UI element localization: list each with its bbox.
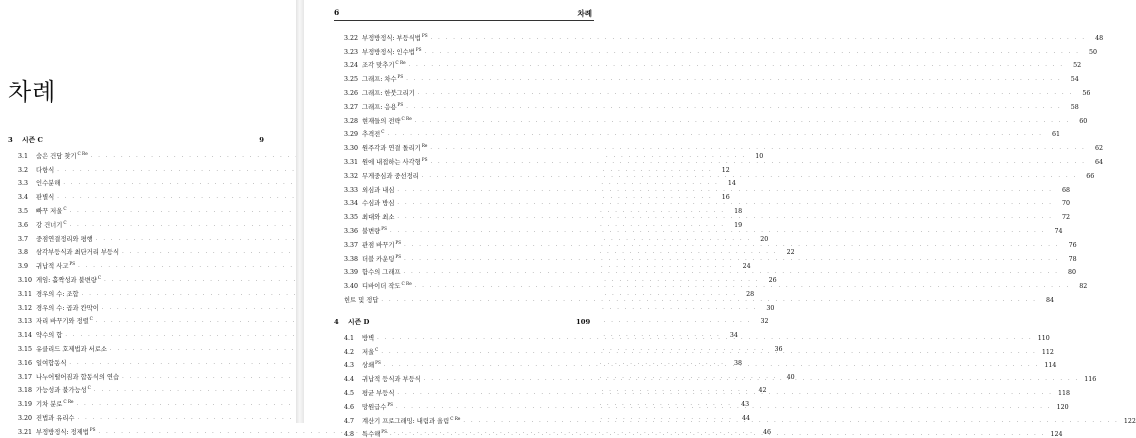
entry-number: 3.26 [344,89,359,97]
entry-marker: PS [397,74,404,80]
entry-page-number: 110 [1037,334,1050,342]
dot-leader [381,297,1037,304]
entry-marker: C Re [401,281,412,287]
dot-leader [377,335,1033,342]
entry-marker: PS [421,156,428,162]
running-header-title: 차례 [577,9,592,18]
entry-title-text: 시즌 D [348,317,370,326]
entry-marker: PS [395,253,402,259]
toc-entry[interactable] [334,56,1082,70]
entry-marker: PS [381,429,387,435]
entry-number: 3.16 [18,359,33,367]
entry-title-text: 더블 카운팅 [362,255,395,263]
entry-page-number: 116 [1084,376,1097,384]
entry-title-text: 관점 바꾸기 [362,241,395,249]
toc-entry[interactable] [334,138,1103,153]
entry-title-text: 원에 내접하는 사각형 [362,158,421,166]
dot-leader [397,214,1053,221]
entry-title-text: 최대와 최소 [362,214,395,222]
entry-page-number: 18 [734,207,743,215]
entry-page-number: 36 [774,345,783,353]
entry-number: 3.33 [344,186,359,194]
entry-marker: C [87,385,91,391]
entry-title [362,33,428,42]
entry-page-number: 58 [1070,103,1079,111]
entry-title-text: 나누어떨어짐과 합동식의 연습 [36,373,120,381]
dot-leader [422,173,1078,180]
entry-title-text: 귀납적 등식과 부등식 [362,376,421,384]
entry-title-text: 외심과 내심 [362,186,395,194]
entry-number: 4.6 [344,403,355,411]
entry-page-number: 9 [259,136,264,144]
entry-marker: PS [395,239,402,245]
entry-number: 3.18 [18,387,33,395]
entry-number: 3.4 [18,194,29,202]
entry-page-number: 64 [1094,158,1103,166]
entry-title-text: 그래프: 한붓그리기 [362,89,415,97]
entry-marker: C Re [401,115,412,121]
entry-title-text: 추격전 [362,131,381,139]
entry-marker: C Re [395,60,406,66]
entry-title [36,289,79,298]
entry-page-number: 12 [721,166,730,174]
toc-entry[interactable] [334,111,1088,125]
entry-title [36,358,66,367]
dot-leader [430,145,1086,152]
toc-entry[interactable] [334,42,1098,56]
entry-title-text: 기차 분로 [36,401,63,409]
entry-marker: PS [381,225,387,231]
dot-leader [424,49,1080,56]
entry-title [362,212,394,221]
entry-title-text: 약수의 합 [36,332,63,340]
entry-number: 3.6 [18,221,29,229]
entry-title-text: 자리 바꾸기와 정렬 [36,318,89,326]
entry-marker: PS [89,426,96,432]
entry-number: 3.3 [18,180,29,188]
entry-page-number: 122 [1123,417,1136,425]
entry-number: 4.4 [344,376,355,384]
entry-title [362,143,427,152]
toc-entry[interactable] [334,125,1061,139]
entry-title [36,316,93,325]
entry-title [362,347,378,356]
dot-leader [387,131,1043,138]
toc-entry[interactable] [334,69,1079,84]
entry-title [36,178,60,187]
entry-title [362,281,412,290]
entry-number: 3.35 [344,214,359,222]
entry-page-number: 120 [1056,403,1069,411]
entry-title [36,165,54,174]
entry-number: 3.1 [18,152,29,160]
entry-title-text: 중점연결정리와 평행 [36,235,93,243]
entry-number: 4 [334,317,339,326]
entry-marker: PS [421,32,428,38]
entry-number: 3.17 [18,373,33,381]
entry-title [362,185,394,194]
entry-marker: C [63,205,67,211]
entry-title [362,267,401,276]
entry-page-number: 56 [1082,89,1091,97]
entry-title [36,151,88,160]
dot-leader [397,390,1053,397]
entry-title-text: 망원급수 [362,403,387,411]
entry-title [36,247,119,256]
entry-page-number: 20 [760,235,769,243]
entry-number: 3.24 [344,62,359,70]
entry-number: 3.21 [18,428,33,436]
entry-title [36,344,107,353]
entry-title [362,198,394,207]
toc-entry[interactable] [334,83,1091,97]
entry-title [348,316,369,326]
entry-page-number: 78 [1068,255,1077,263]
entry-number: 4.2 [344,348,355,356]
entry-title [36,220,67,229]
entry-number: 3.25 [344,76,359,84]
entry-number: 3.20 [18,414,33,422]
entry-marker: C [97,274,102,280]
dot-leader [397,200,1053,207]
entry-title [36,399,74,408]
entry-number: 3.9 [18,263,29,271]
entry-number: 3.32 [344,172,359,180]
entry-title-text: 부정방정식: 인수법 [362,48,415,56]
entry-page-number: 44 [742,414,751,422]
entry-number: 3 [8,136,13,144]
entry-title [362,47,421,56]
entry-page-number: 40 [786,373,795,381]
entry-page-number: 72 [1061,214,1070,222]
entry-number: 3.15 [18,345,33,353]
entry-title [36,385,91,394]
entry-title [362,240,401,249]
entry-number: 3.39 [344,269,359,277]
entry-title [362,416,460,425]
entry-page-number: 61 [1052,131,1061,139]
entry-page-number: 112 [1041,348,1054,356]
dot-leader [431,35,1087,42]
entry-title-text: 진법과 유리수 [36,414,75,422]
entry-title-text: 경우의 수: 조합 [36,290,79,298]
entry-number: 3.34 [344,200,359,208]
entry-number: 4.5 [344,389,355,397]
book-gutter [296,0,304,423]
entry-number: 3.10 [18,276,33,284]
entry-number: 3.31 [344,158,359,166]
entry-title-text: 평균 부등식 [362,389,395,397]
entry-title-text: 조각 맞추기 [362,62,395,70]
dot-leader [418,90,1074,97]
entry-marker: Re [421,143,428,149]
entry-title [22,134,43,144]
entry-title [362,402,393,411]
entry-page-number: 74 [1054,227,1063,235]
entry-title [362,129,384,138]
entry-number: 3.7 [18,235,29,243]
dot-leader [463,418,1119,425]
entry-page-number: 124 [1050,431,1063,438]
toc-entry[interactable] [334,28,1104,42]
entry-marker: C [381,129,385,135]
entry-title-text: 무게중심과 중선정리 [362,172,419,180]
entry-title-text: 부정방정식: 부등식법 [362,34,421,42]
dot-leader [390,428,1046,438]
entry-marker: PS [69,261,76,267]
entry-title-text: 인수분해 [36,180,61,188]
entry-page-number: 26 [768,276,777,284]
entry-title-text: 일여합동식 [36,359,67,367]
entry-page-number: 43 [741,401,750,409]
entry-title [362,74,403,83]
dot-leader [406,76,1062,83]
entry-title-text: 가능성과 불가능성 [36,387,87,395]
entry-number: 3.29 [344,131,359,139]
entry-title-text: 함수의 그래프 [362,269,401,277]
entry-title-text: 경우의 수: 곱과 칸막이 [36,304,99,312]
entry-title-text: 유클리드 호제법과 서로소 [36,345,107,353]
entry-title [362,157,427,166]
entry-title-text: 디바이더 작도 [362,283,401,291]
entry-title [36,192,54,201]
entry-title-text: 귀납적 사고 [36,263,69,271]
entry-number: 4.1 [344,334,355,342]
entry-title-text: 저울 [362,348,375,356]
entry-title-text: 다항식 [36,166,55,174]
entry-page-number: 24 [742,263,751,271]
entry-page-number: 82 [1079,283,1088,291]
entry-page-number: 68 [1061,186,1070,194]
entry-title [36,275,101,284]
entry-title-text: 시즌 C [22,136,43,144]
entry-page-number: 48 [1095,34,1104,42]
entry-number: 3.22 [344,34,359,42]
entry-page-number: 14 [727,180,736,188]
entry-title-text: 빠꾸 저울 [36,207,63,215]
dot-leader [415,118,1071,125]
entry-title-text: 계산기 프로그래밍: 내림과 올림 [362,417,450,425]
entry-title [362,226,387,235]
entry-page-number: 70 [1061,200,1070,208]
entry-page-number: 114 [1044,362,1057,370]
entry-number: 3.8 [18,249,29,257]
entry-page-number: 19 [734,221,743,229]
entry-title-text: 특수해 [362,431,381,438]
entry-page-number: 38 [733,359,742,367]
entry-number: 3.2 [18,166,29,174]
entry-title [362,88,415,97]
entry-title [362,374,421,383]
entry-marker: C [89,316,93,322]
entry-title [362,360,381,369]
dot-leader [424,373,1080,383]
entry-title-text: 원주각과 연결 돌리기 [362,145,421,153]
dot-leader [396,404,1052,411]
entry-marker: PS [387,401,394,407]
entry-title-text: 상쇄 [362,362,375,370]
entry-number: 3.40 [344,283,359,291]
page-number-header: 6 [334,8,340,17]
entry-page-number: 52 [1073,62,1082,70]
toc-chapter-entry[interactable] [8,129,264,144]
entry-page-number: 10 [755,152,764,160]
entry-number: 3.5 [18,207,29,215]
entry-title-text: 삼각부등식과 최단거리 부등식 [36,249,120,257]
entry-number: 3.11 [18,290,33,298]
entry-title [36,372,119,381]
entry-title-text: 그래프: 응용 [362,103,397,111]
entry-page-number: 118 [1057,389,1070,397]
entry-page-number: 46 [763,428,772,436]
entry-number: 4.7 [344,417,355,425]
entry-marker: C [63,219,67,225]
entry-title [36,234,93,243]
dot-leader [415,283,1071,290]
entry-marker: PS [397,101,404,107]
entry-title [36,261,75,270]
entry-title-text: 강 건너기 [36,221,63,229]
entry-page-number: 32 [760,318,769,326]
entry-title [362,102,403,111]
entry-page-number: 54 [1070,76,1079,84]
entry-number: 4.8 [344,431,355,438]
dot-leader [430,159,1086,166]
entry-number: 3.23 [344,48,359,56]
entry-number: 3.13 [18,318,33,326]
dot-leader [390,228,1046,235]
entry-page-number: 62 [1094,145,1103,153]
entry-marker: C Re [63,399,74,405]
entry-number: 3.30 [344,145,359,153]
entry-number: 3.27 [344,103,359,111]
entry-title [362,116,412,125]
entry-number: 3.14 [18,332,33,340]
header-rule [334,20,594,21]
entry-marker: PS [415,46,422,52]
entry-marker: C Re [450,415,461,421]
dot-leader [384,359,1040,369]
entry-title-text: 방벽 [362,334,375,342]
entry-number: 3.19 [18,401,33,409]
entry-title-text: 현재들의 전략 [362,117,401,125]
entry-page-number: 22 [786,249,795,257]
entry-page-number: 30 [766,304,775,312]
entry-title [36,206,67,215]
entry-number: 4.3 [344,362,355,370]
entry-number: 3.38 [344,255,359,263]
entry-title [362,333,374,342]
entry-title-text: 불변량 [362,227,381,235]
dot-leader [397,187,1053,194]
entry-number: 3.36 [344,227,359,235]
entry-title-text: 게임: 홀짝성과 불변량 [36,276,97,284]
entry-page-number: 28 [746,290,755,298]
entry-page-number: 16 [721,194,730,202]
entry-title [362,388,394,397]
entry-title-text: 판별식 [36,194,55,202]
entry-marker: C Re [77,150,88,156]
dot-leader [381,349,1037,356]
entry-page-number: 84 [1045,296,1054,304]
entry-page-number: 60 [1079,117,1088,125]
dot-leader [404,242,1060,249]
entry-title [36,413,75,422]
toc-entry[interactable] [334,97,1079,111]
entry-title [362,429,387,438]
dot-leader [406,104,1062,111]
entry-title [36,330,62,339]
entry-page-number: 34 [729,332,738,340]
entry-title-text: 힌트 및 정답 [344,296,379,304]
entry-title [36,427,95,436]
dot-leader [404,269,1060,276]
entry-page-number: 42 [758,387,767,395]
entry-page-number: 50 [1089,48,1098,56]
entry-title-text: 부정방정식: 정제법 [36,428,89,436]
toc-title: 차례 [8,78,57,106]
entry-title [362,60,406,69]
entry-page-number: 109 [576,317,591,326]
entry-title [362,171,419,180]
toc-chapter-entry[interactable] [334,311,590,326]
entry-title [362,254,401,263]
entry-page-number: 80 [1068,269,1077,277]
entry-number: 3.37 [344,241,359,249]
entry-page-number: 66 [1086,172,1095,180]
dot-leader [409,62,1065,69]
dot-leader [404,256,1060,263]
entry-title-text: 수심과 방심 [362,200,395,208]
entry-title-text: 숨은 건담 찾기 [36,152,77,160]
entry-page-number: 76 [1068,241,1077,249]
entry-title-text: 그래프: 차수 [362,76,397,84]
entry-marker: C [375,346,379,352]
entry-number: 3.12 [18,304,33,312]
entry-title [36,303,99,312]
entry-title [344,295,378,304]
entry-number: 3.28 [344,117,359,125]
entry-marker: PS [375,360,381,366]
